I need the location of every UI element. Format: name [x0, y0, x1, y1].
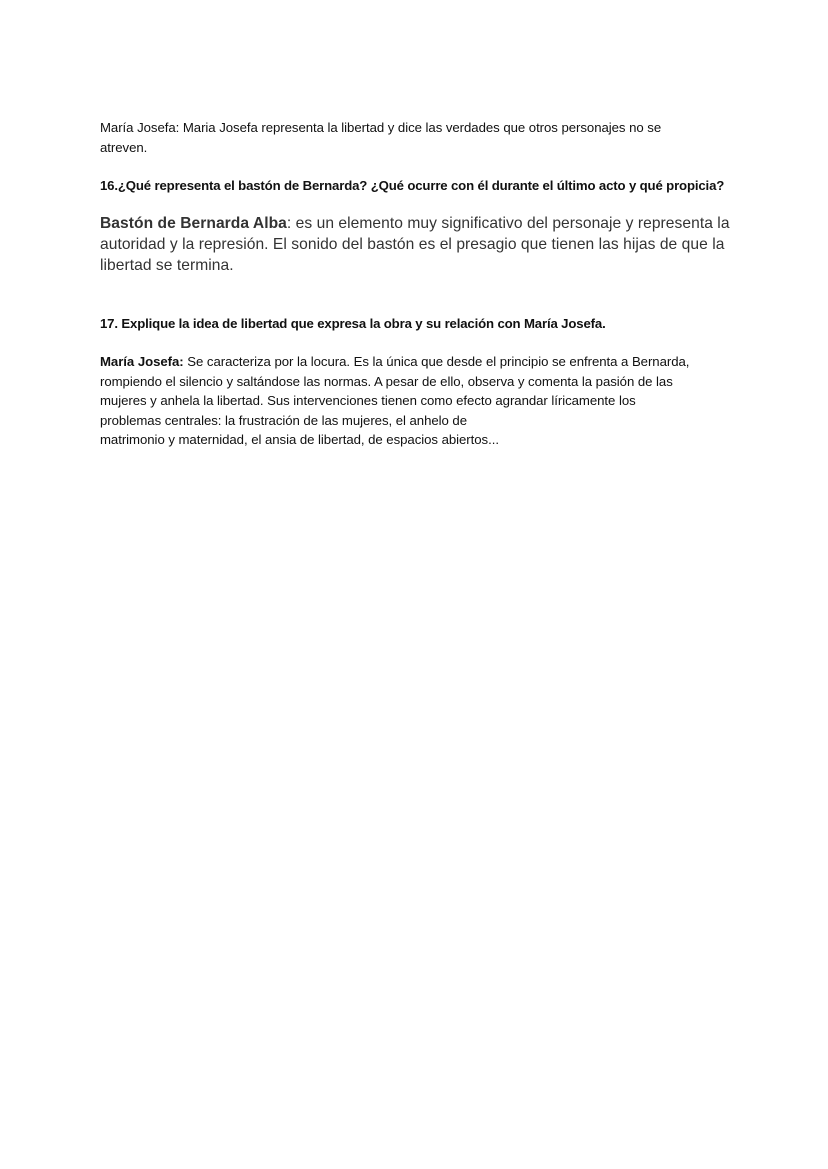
answer-17-lead: María Josefa: [100, 354, 184, 369]
question-16-text: 16.¿Qué representa el bastón de Bernarda? ¿Qué ocurre con él durante el último acto y qué propicia? [100, 178, 725, 193]
answer-17-line-3: mujeres y anhela la libertad. Sus intervenciones tienen como efecto agrandar líricamente los [100, 393, 636, 409]
intro-paragraph [100, 118, 740, 157]
answer-16-line-3: libertad se termina. [100, 257, 234, 274]
answer-16-line-2: autoridad y la represión. El sonido del bastón es el presagio que tienen las hijas de que la [100, 236, 725, 253]
question-17-heading [100, 314, 740, 333]
answer-17-line-2: rompiendo el silencio y saltándose las normas. A pesar de ello, observa y comenta la pasión de las [100, 373, 673, 389]
answer-16-line-1 [100, 213, 750, 234]
answer-17-line-5: matrimonio y maternidad, el ansia de libertad, de espacios abiertos... [100, 432, 499, 448]
answer-17-line-1-rest: Se caracteriza por la locura. Es la única que desde el principio se enfrenta a Bernarda, [183, 354, 690, 369]
question-17-text: 17. Explique la idea de libertad que expresa la obra y su relación con María Josefa. [100, 316, 606, 331]
answer-16-paragraph [100, 213, 750, 276]
answer-16-line-1-rest: : es un elemento muy significativo del personaje y representa la [286, 215, 730, 232]
intro-line-1: María Josefa: Maria Josefa representa la libertad y dice las verdades que otros personajes no se [100, 120, 662, 135]
answer-17-line-1 [100, 352, 750, 372]
answer-17-line-4: problemas centrales: la frustración de las mujeres, el anhelo de [100, 412, 467, 428]
question-16-heading [100, 176, 760, 195]
intro-line-2: atreven. [100, 139, 148, 155]
answer-17-paragraph [100, 352, 750, 450]
answer-16-lead: Bastón de Bernarda Alba [100, 215, 287, 232]
